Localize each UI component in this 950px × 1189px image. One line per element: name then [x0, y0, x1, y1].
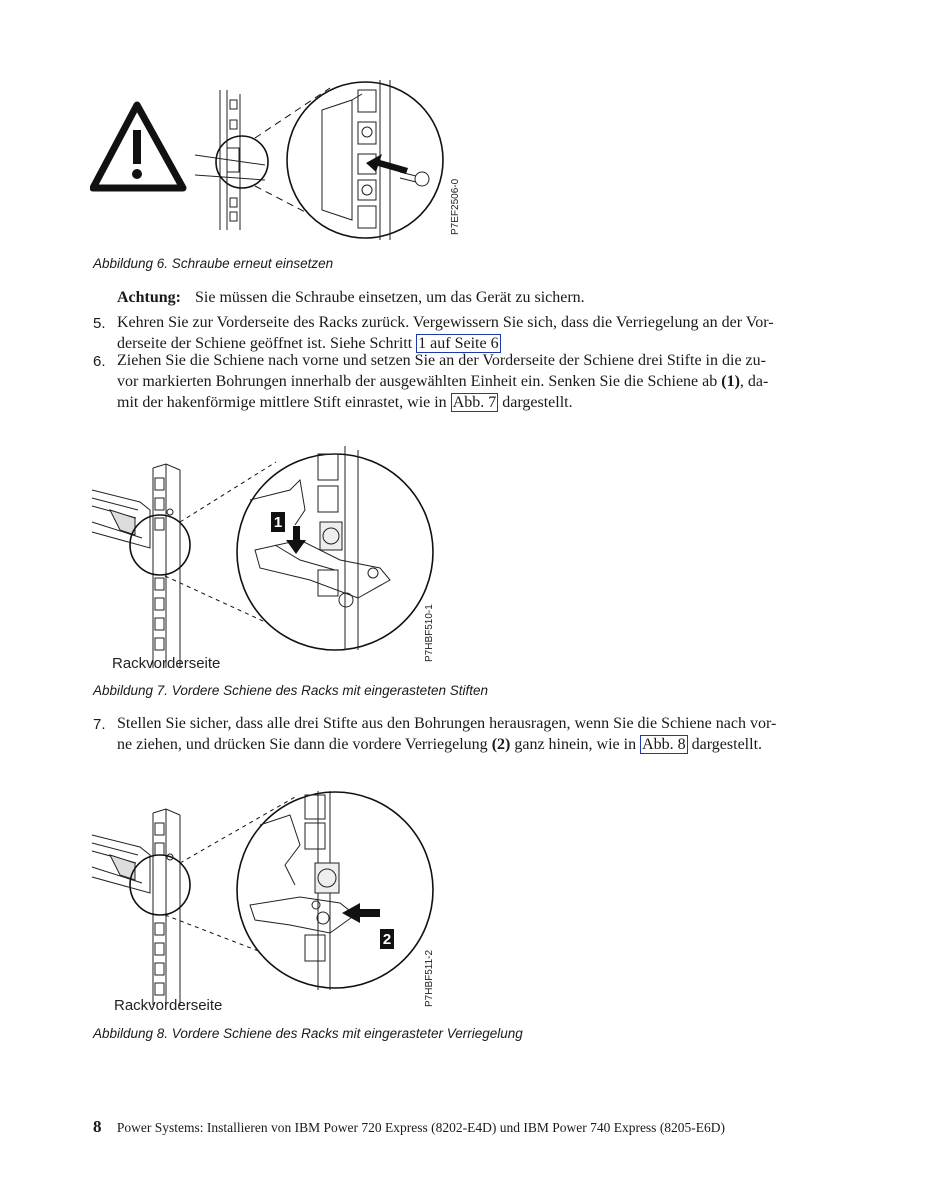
figure-8-illustration	[90, 785, 450, 1015]
page-footer	[93, 1117, 725, 1137]
figure-6-code: P7EF2506-0	[450, 178, 461, 235]
step-5-line-1: Kehren Sie zur Vorderseite des Racks zurück. Vergewissern Sie sich, dass die Verriegelung an der Vor-	[117, 314, 774, 331]
attention-text: Sie müssen die Schraube einsetzen, um das Gerät zu sichern.	[195, 289, 585, 306]
step-7-text: ne ziehen, und drücken Sie dann die vordere Verriegelung	[117, 736, 492, 753]
figure-7-code: P7HBF510-1	[424, 604, 435, 662]
figure-6-illustration	[90, 80, 480, 250]
figure-6-caption: Abbildung 6. Schraube erneut einsetzen	[93, 256, 334, 271]
detail-marker-circle	[130, 855, 190, 915]
step-6-text: , da-	[739, 373, 769, 390]
step-7-text: ganz hinein, wie in	[510, 736, 641, 753]
step-7-callout-ref: (2)	[491, 736, 511, 753]
attention-label: Achtung:	[117, 289, 182, 306]
callout-number: 1	[273, 514, 283, 531]
step-7-line-1: Stellen Sie sicher, dass alle drei Stifte aus den Bohrungen herausragen, wenn Sie die Schiene nach vor-	[117, 715, 777, 732]
step-number: 5.	[93, 315, 106, 332]
step-6-line-1: Ziehen Sie die Schiene nach vorne und setzen Sie an der Vorderseite der Schiene drei Stifte in die zu-	[117, 352, 766, 369]
step-7-line-2	[117, 734, 837, 755]
rack-front-label: Rackvorderseite	[112, 655, 221, 672]
step-6-line-3	[117, 392, 837, 413]
step-number: 7.	[93, 716, 106, 733]
rack-post	[153, 464, 180, 668]
rack-front-label: Rackvorderseite	[114, 997, 223, 1014]
step-6-line-2	[117, 371, 837, 392]
detail-circle	[237, 446, 433, 650]
step-6-callout-ref: (1)	[721, 373, 740, 390]
detail-circle	[287, 80, 443, 240]
rack-post	[195, 90, 265, 230]
step-7-text: dargestellt.	[687, 736, 763, 753]
step-6-text: dargestellt.	[498, 394, 573, 411]
rack-post	[153, 809, 180, 1005]
step-number: 6.	[93, 353, 106, 370]
figure-7-caption: Abbildung 7. Vordere Schiene des Racks mit eingerasteten Stiften	[93, 683, 488, 698]
link-abb-7[interactable]: Abb. 7	[452, 394, 497, 411]
warning-icon	[93, 105, 183, 188]
attention-note	[117, 287, 585, 308]
link-step-1-page-6[interactable]: 1 auf Seite 6	[418, 335, 499, 352]
page-number: 8	[93, 1117, 102, 1136]
step-6-text: mit der hakenförmige mittlere Stift einrastet, wie in	[117, 394, 451, 411]
figure-8-caption: Abbildung 8. Vordere Schiene des Racks mit eingerasteter Verriegelung	[93, 1026, 523, 1041]
footer-title: Power Systems: Installieren von IBM Power 720 Express (8202-E4D) und IBM Power 740 Express (8205-E6D)	[116, 1120, 726, 1135]
figure-7-illustration	[90, 440, 450, 675]
step-5-text: derseite der Schiene geöffnet ist. Siehe Schritt	[117, 335, 417, 352]
detail-circle	[237, 791, 433, 990]
figure-8-code: P7HBF511-2	[424, 949, 435, 1007]
callout-number: 2	[382, 931, 392, 948]
link-abb-8[interactable]: Abb. 8	[642, 736, 686, 753]
rail	[92, 835, 150, 893]
rail	[92, 490, 150, 548]
step-6-text: vor markierten Bohrungen innerhalb der ausgewählten Einheit ein. Senken Sie die Schiene ab	[117, 373, 722, 390]
